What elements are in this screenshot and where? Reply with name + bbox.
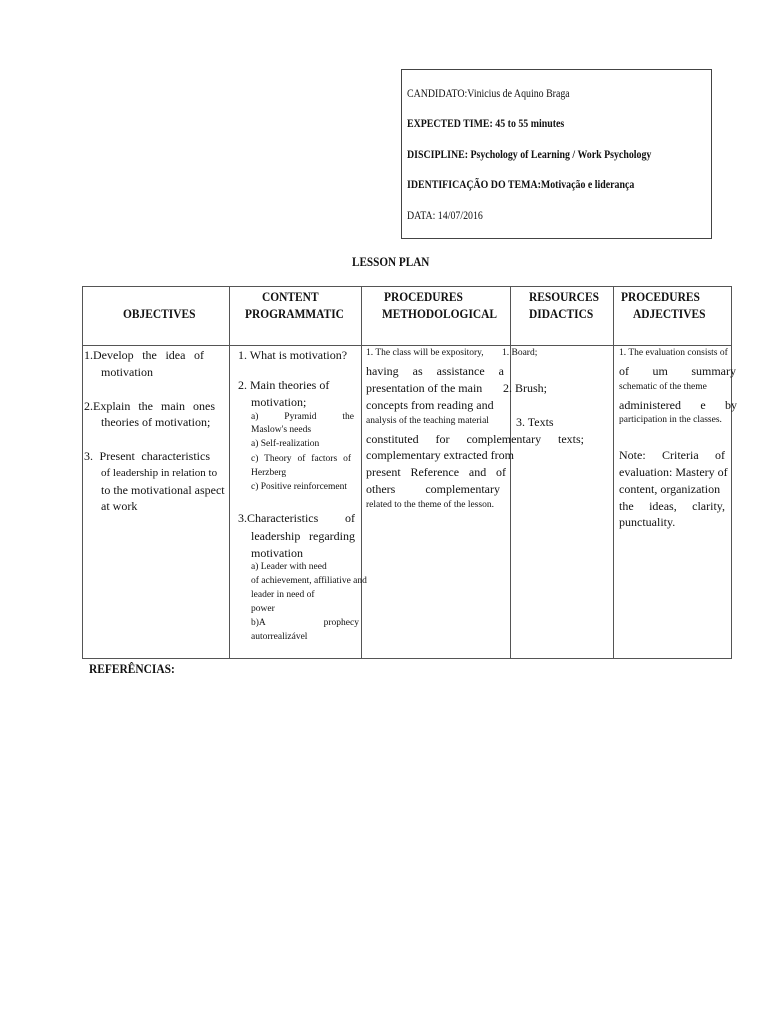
discipline: DISCIPLINE: Psychology of Learning / Work Psychology <box>407 149 652 161</box>
header-objectives: OBJECTIVES <box>123 306 196 321</box>
evaluation-line-3: schematic of the theme <box>619 382 707 392</box>
content-2-line-2: motivation; <box>251 395 307 409</box>
procedures-line-1: 1. The class will be expository, <box>366 348 484 358</box>
content-2-line-5: a) Self-realization <box>251 439 320 449</box>
table-col-line <box>361 286 362 659</box>
header-content-2: PROGRAMMATIC <box>245 306 344 321</box>
procedures-line-3: presentation of the main <box>366 381 483 395</box>
note-line-3: content, organization <box>619 482 721 496</box>
content-2-line-4: Maslow's needs <box>251 425 312 435</box>
objective-1-line-1: 1.Develop the idea of <box>84 348 204 362</box>
table-header-divider <box>82 345 732 346</box>
content-3-line-2: leadership regarding <box>251 529 355 543</box>
evaluation-line-1: 1. The evaluation consists of <box>619 348 728 358</box>
content-3-line-4: a) Leader with need <box>251 562 327 572</box>
date: DATA: 14/07/2016 <box>407 210 483 222</box>
objective-3-line-1: 3. Present characteristics <box>84 449 210 463</box>
procedures-line-4: concepts from reading and <box>366 398 494 412</box>
evaluation-line-5: participation in the classes. <box>619 415 722 425</box>
content-3-line-7: power <box>251 604 275 614</box>
note-line-1: Note: Criteria of <box>619 448 725 462</box>
procedures-line-9: others complementary <box>366 482 500 496</box>
resource-3: 3. Texts <box>516 415 554 429</box>
header-resources-2: DIDACTICS <box>529 306 594 321</box>
table-col-line <box>731 286 732 659</box>
candidate-label: CANDIDATO: <box>407 88 468 100</box>
content-3-line-1: 3.Characteristics of <box>238 511 355 525</box>
objective-1-line-2: motivation <box>101 365 153 379</box>
table-border-top <box>82 286 732 287</box>
tema-label: IDENTIFICAÇÃO DO TEMA: <box>407 179 541 191</box>
page-title: LESSON PLAN <box>352 254 430 269</box>
objective-3-line-3: to the motivational aspect <box>101 483 225 497</box>
content-3-line-8: b)A prophecy <box>251 618 359 628</box>
table-col-line <box>510 286 511 659</box>
evaluation-line-2: of um summary <box>619 364 736 378</box>
content-2-line-8: c) Positive reinforcement <box>251 482 348 492</box>
procedures-line-7: complementary extracted from <box>366 448 514 462</box>
tema-line <box>407 179 634 191</box>
table-border-bottom <box>82 658 732 659</box>
header-adjectives-1: PROCEDURES <box>621 289 700 304</box>
expected-time: EXPECTED TIME: 45 to 55 minutes <box>407 118 565 130</box>
objective-3-line-2: of leadership in relation to <box>101 467 218 479</box>
content-1: 1. What is motivation? <box>238 348 348 362</box>
note-line-2: evaluation: Mastery of <box>619 465 728 479</box>
content-3-line-6: leader in need of <box>251 590 315 600</box>
content-2-line-3: a) Pyramid the <box>251 412 354 422</box>
note-line-4: the ideas, clarity, <box>619 499 725 513</box>
evaluation-line-4: administered e by <box>619 398 737 412</box>
content-2-line-6: c) Theory of factors of <box>251 454 351 464</box>
header-procedures-1: PROCEDURES <box>384 289 463 304</box>
resource-2: 2. Brush; <box>503 381 548 395</box>
header-procedures-2: METHODOLOGICAL <box>382 306 498 321</box>
content-3-line-3: motivation <box>251 546 303 560</box>
procedures-line-2: having as assistance a <box>366 364 504 378</box>
resource-1: 1. Board; <box>502 348 538 358</box>
references-heading: REFERÊNCIAS: <box>89 661 175 676</box>
table-col-line <box>82 286 83 659</box>
table-col-line <box>613 286 614 659</box>
tema-value: Motivação e liderança <box>540 179 635 191</box>
objective-2-line-1: 2.Explain the main ones <box>84 399 215 413</box>
note-line-5: punctuality. <box>619 515 676 529</box>
candidate-line <box>407 88 570 100</box>
procedures-line-6: constituted for complementary texts; <box>366 432 584 446</box>
objective-2-line-2: theories of motivation; <box>101 415 211 429</box>
header-content-1: CONTENT <box>262 289 319 304</box>
procedures-line-10: related to the theme of the lesson. <box>366 500 494 510</box>
table-col-line <box>229 286 230 659</box>
content-3-line-9: autorrealizável <box>251 632 308 642</box>
header-resources-1: RESOURCES <box>529 289 599 304</box>
content-2-line-7: Herzberg <box>251 468 287 478</box>
procedures-line-8: present Reference and of <box>366 465 506 479</box>
objective-3-line-4: at work <box>101 499 138 513</box>
content-3-line-5: of achievement, affiliative and <box>251 576 367 586</box>
content-2-line-1: 2. Main theories of <box>238 378 330 392</box>
procedures-line-5: analysis of the teaching material <box>366 416 489 426</box>
candidate-name: Vinicius de Aquino Braga <box>467 88 570 100</box>
header-adjectives-2: ADJECTIVES <box>633 306 706 321</box>
